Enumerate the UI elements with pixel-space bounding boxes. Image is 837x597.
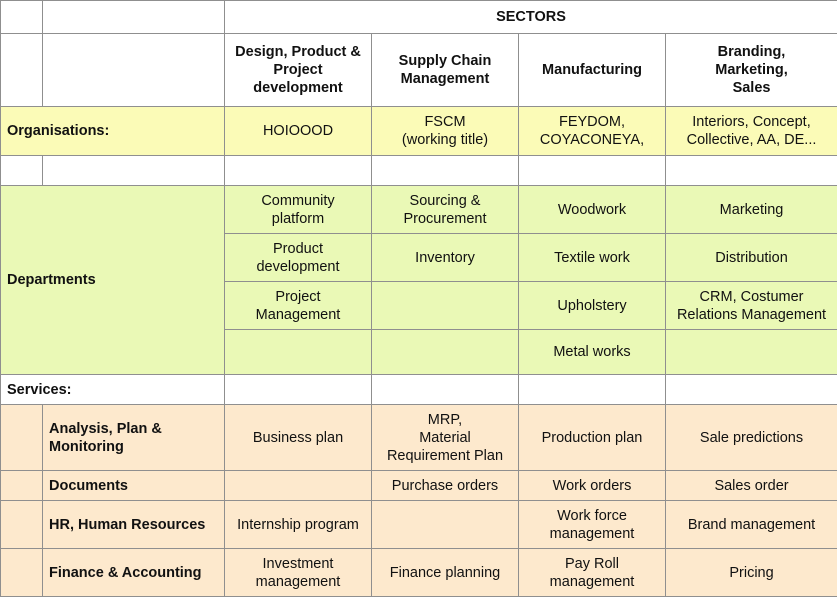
sectors-title: SECTORS bbox=[225, 1, 837, 34]
sectors-title-row bbox=[1, 1, 837, 34]
empty-cell bbox=[519, 156, 666, 186]
corner-cell bbox=[43, 34, 225, 107]
empty-cell bbox=[666, 375, 837, 405]
empty-cell bbox=[225, 156, 372, 186]
organisation-cell: Interiors, Concept, Collective, AA, DE... bbox=[666, 107, 837, 156]
service-cell: Pricing bbox=[666, 549, 837, 597]
services-header-row bbox=[1, 375, 837, 405]
organisations-label: Organisations: bbox=[1, 107, 225, 156]
service-cell: Investment management bbox=[225, 549, 372, 597]
department-cell: Product development bbox=[225, 234, 372, 282]
department-cell bbox=[372, 330, 519, 375]
organisations-row bbox=[1, 107, 837, 156]
empty-cell bbox=[519, 375, 666, 405]
service-cell: Brand management bbox=[666, 501, 837, 549]
department-cell: Inventory bbox=[372, 234, 519, 282]
empty-cell bbox=[372, 156, 519, 186]
service-row bbox=[1, 549, 837, 597]
corner-cell bbox=[1, 1, 43, 34]
service-cell bbox=[225, 471, 372, 501]
sector-header-branding: Branding, Marketing, Sales bbox=[666, 34, 837, 107]
departments-row bbox=[1, 186, 837, 234]
empty-cell bbox=[666, 156, 837, 186]
service-row bbox=[1, 471, 837, 501]
department-cell: CRM, Costumer Relations Management bbox=[666, 282, 837, 330]
service-cell: Purchase orders bbox=[372, 471, 519, 501]
service-indent-cell bbox=[1, 501, 43, 549]
service-cell: MRP, Material Requirement Plan bbox=[372, 405, 519, 471]
service-cell: Internship program bbox=[225, 501, 372, 549]
corner-cell bbox=[1, 34, 43, 107]
empty-cell bbox=[372, 375, 519, 405]
service-cell: Sales order bbox=[666, 471, 837, 501]
department-cell: Woodwork bbox=[519, 186, 666, 234]
service-label: Finance & Accounting bbox=[43, 549, 225, 597]
sector-header-supply-chain: Supply Chain Management bbox=[372, 34, 519, 107]
organisation-cell: FSCM (working title) bbox=[372, 107, 519, 156]
service-row bbox=[1, 501, 837, 549]
department-cell: Metal works bbox=[519, 330, 666, 375]
service-row bbox=[1, 405, 837, 471]
department-cell: Community platform bbox=[225, 186, 372, 234]
service-cell: Pay Roll management bbox=[519, 549, 666, 597]
department-cell bbox=[225, 330, 372, 375]
services-label: Services: bbox=[1, 375, 225, 405]
department-cell: Upholstery bbox=[519, 282, 666, 330]
sector-header-design: Design, Product & Project development bbox=[225, 34, 372, 107]
department-cell: Textile work bbox=[519, 234, 666, 282]
department-cell bbox=[372, 282, 519, 330]
department-cell: Sourcing & Procurement bbox=[372, 186, 519, 234]
service-indent-cell bbox=[1, 405, 43, 471]
department-cell: Marketing bbox=[666, 186, 837, 234]
department-cell bbox=[666, 330, 837, 375]
sector-header-manufacturing: Manufacturing bbox=[519, 34, 666, 107]
service-indent-cell bbox=[1, 471, 43, 501]
department-cell: Distribution bbox=[666, 234, 837, 282]
empty-cell bbox=[43, 156, 225, 186]
empty-cell bbox=[225, 375, 372, 405]
service-indent-cell bbox=[1, 549, 43, 597]
service-cell: Finance planning bbox=[372, 549, 519, 597]
service-cell: Work force management bbox=[519, 501, 666, 549]
corner-cell bbox=[43, 1, 225, 34]
service-cell: Work orders bbox=[519, 471, 666, 501]
department-cell: Project Management bbox=[225, 282, 372, 330]
service-cell: Production plan bbox=[519, 405, 666, 471]
empty-cell bbox=[1, 156, 43, 186]
sector-headers-row bbox=[1, 34, 837, 107]
organisation-cell: FEYDOM, COYACONEYA, bbox=[519, 107, 666, 156]
service-label: Documents bbox=[43, 471, 225, 501]
service-cell: Sale predictions bbox=[666, 405, 837, 471]
service-label: HR, Human Resources bbox=[43, 501, 225, 549]
service-cell bbox=[372, 501, 519, 549]
organisation-cell: HOIOOOD bbox=[225, 107, 372, 156]
departments-label: Departments bbox=[1, 186, 225, 375]
service-label: Analysis, Plan & Monitoring bbox=[43, 405, 225, 471]
spacer-row bbox=[1, 156, 837, 186]
service-cell: Business plan bbox=[225, 405, 372, 471]
